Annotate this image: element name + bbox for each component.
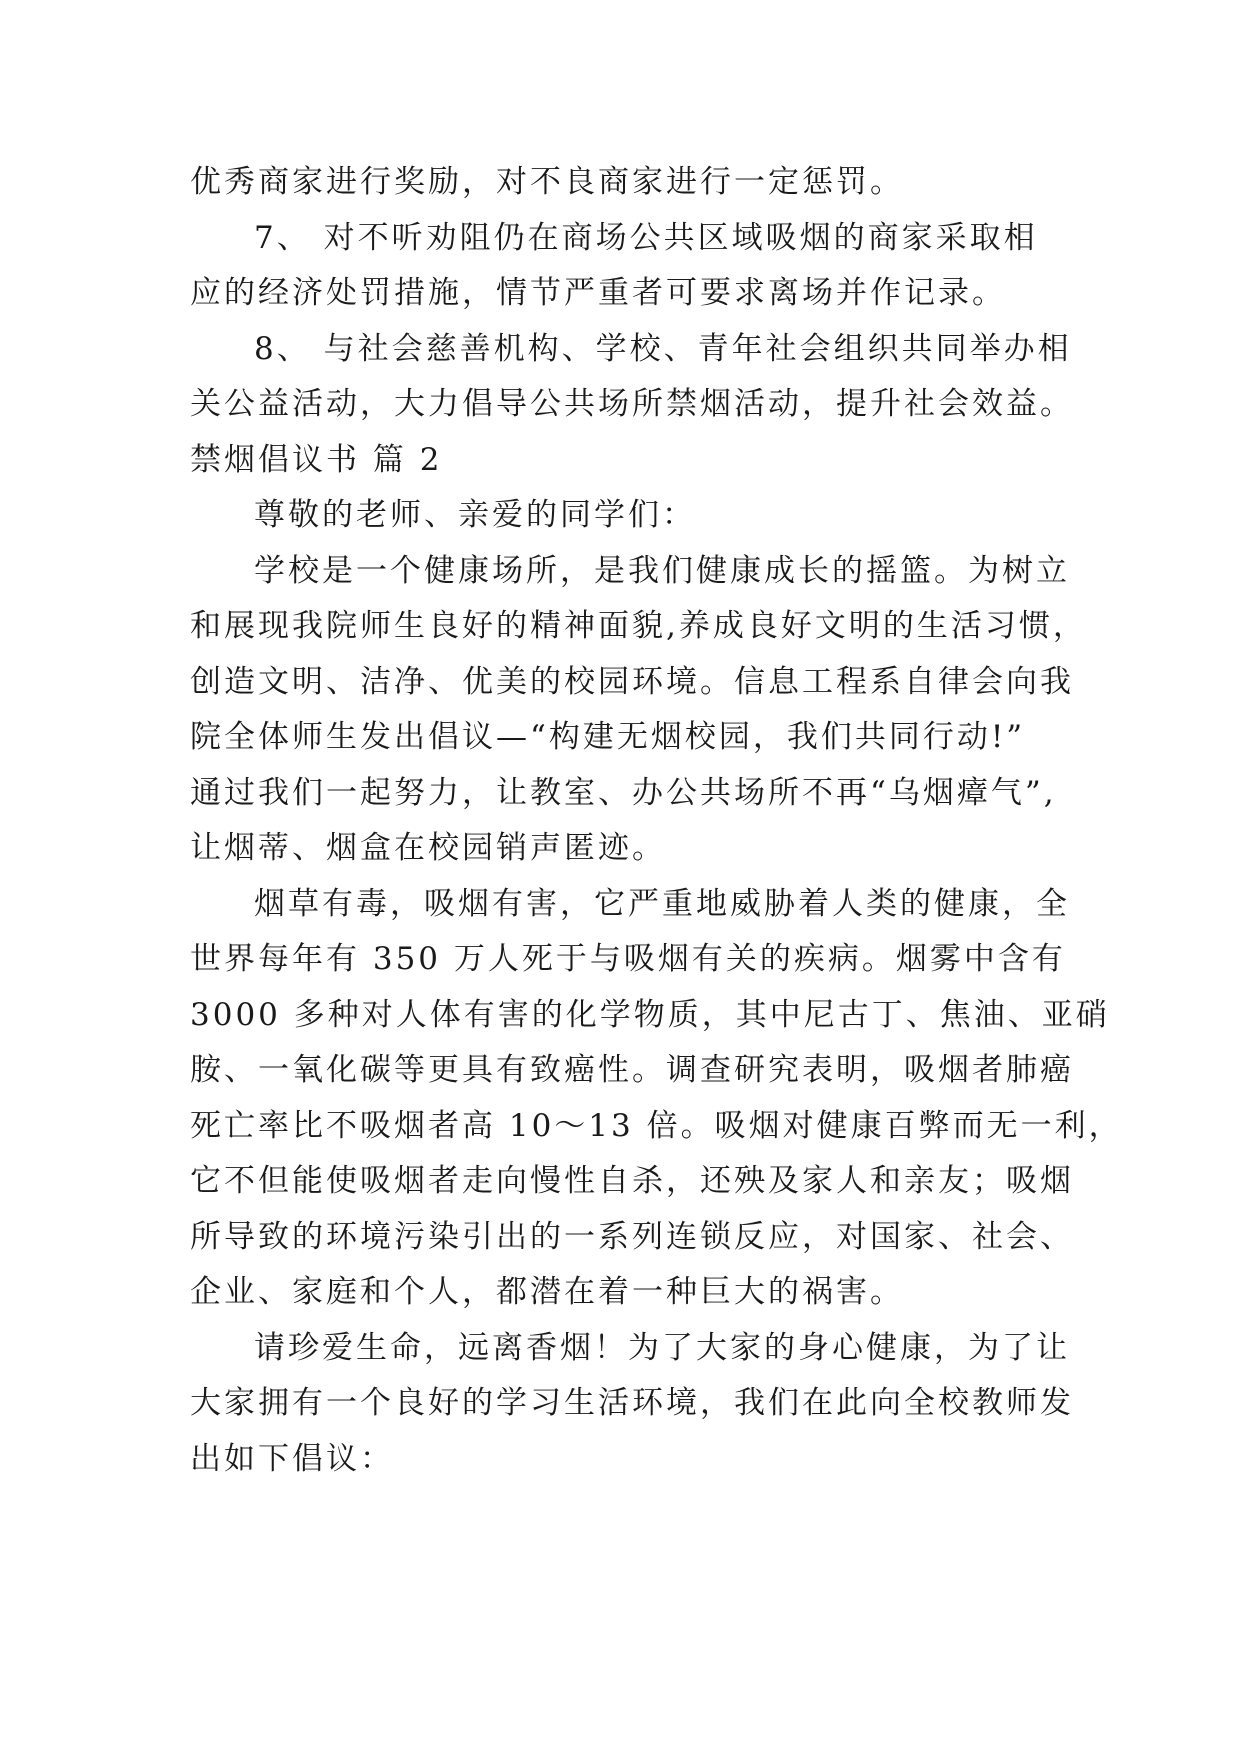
text-line: 7、 对不听劝阻仍在商场公共区域吸烟的商家采取相	[254, 219, 1038, 256]
text-line: 关公益活动，大力倡导公共场所禁烟活动，提升社会效益。	[190, 386, 1074, 422]
text-line: 应的经济处罚措施，情节严重者可要求离场并作记录。	[190, 275, 1006, 311]
text-line: 8、 与社会慈善机构、学校、青年社会组织共同举办相	[254, 330, 1072, 367]
section-title: 禁烟倡议书 篇 2	[190, 441, 443, 478]
text-line: 所导致的环境污染引出的一系列连锁反应，对国家、社会、	[190, 1218, 1074, 1255]
text-line: 请珍爱生命，远离香烟！为了大家的身心健康，为了让	[254, 1329, 1070, 1366]
text-line: 企业、家庭和个人，都潜在着一种巨大的祸害。	[190, 1274, 904, 1310]
text-line: 让烟蒂、烟盒在校园销声匿迹。	[190, 830, 666, 866]
text-line: 世界每年有 350 万人死于与吸烟有关的疾病。烟雾中含有	[190, 941, 1066, 977]
salutation: 尊敬的老师、亲爱的同学们：	[254, 497, 696, 533]
text-line: 它不但能使吸烟者走向慢性自杀，还殃及家人和亲友；吸烟	[190, 1163, 1074, 1199]
text-line: 通过我们一起努力，让教室、办公共场所不再“乌烟瘴气”,	[190, 774, 1057, 811]
text-line: 和展现我院师生良好的精神面貌,养成良好文明的生活习惯，	[190, 608, 1087, 644]
text-line: 创造文明、洁净、优美的校园环境。信息工程系自律会向我	[190, 663, 1074, 700]
text-line: 院全体师生发出倡议—“构建无烟校园，我们共同行动!”	[190, 719, 1026, 755]
text-line: 胺、一氧化碳等更具有致癌性。调查研究表明，吸烟者肺癌	[190, 1052, 1074, 1088]
text-line: 大家拥有一个良好的学习生活环境，我们在此向全校教师发	[190, 1385, 1074, 1421]
text-line: 烟草有毒，吸烟有害，它严重地威胁着人类的健康，全	[254, 885, 1070, 922]
document-body	[190, 155, 1123, 1487]
text-line: 优秀商家进行奖励，对不良商家进行一定惩罚。	[190, 164, 904, 200]
text-line: 出如下倡议：	[190, 1440, 394, 1477]
text-line: 死亡率比不吸烟者高 10～13 倍。吸烟对健康百弊而无一利，	[190, 1107, 1123, 1144]
text-line: 学校是一个健康场所，是我们健康成长的摇篮。为树立	[254, 552, 1070, 589]
text-line: 3000 多种对人体有害的化学物质，其中尼古丁、焦油、亚硝	[190, 996, 1110, 1033]
